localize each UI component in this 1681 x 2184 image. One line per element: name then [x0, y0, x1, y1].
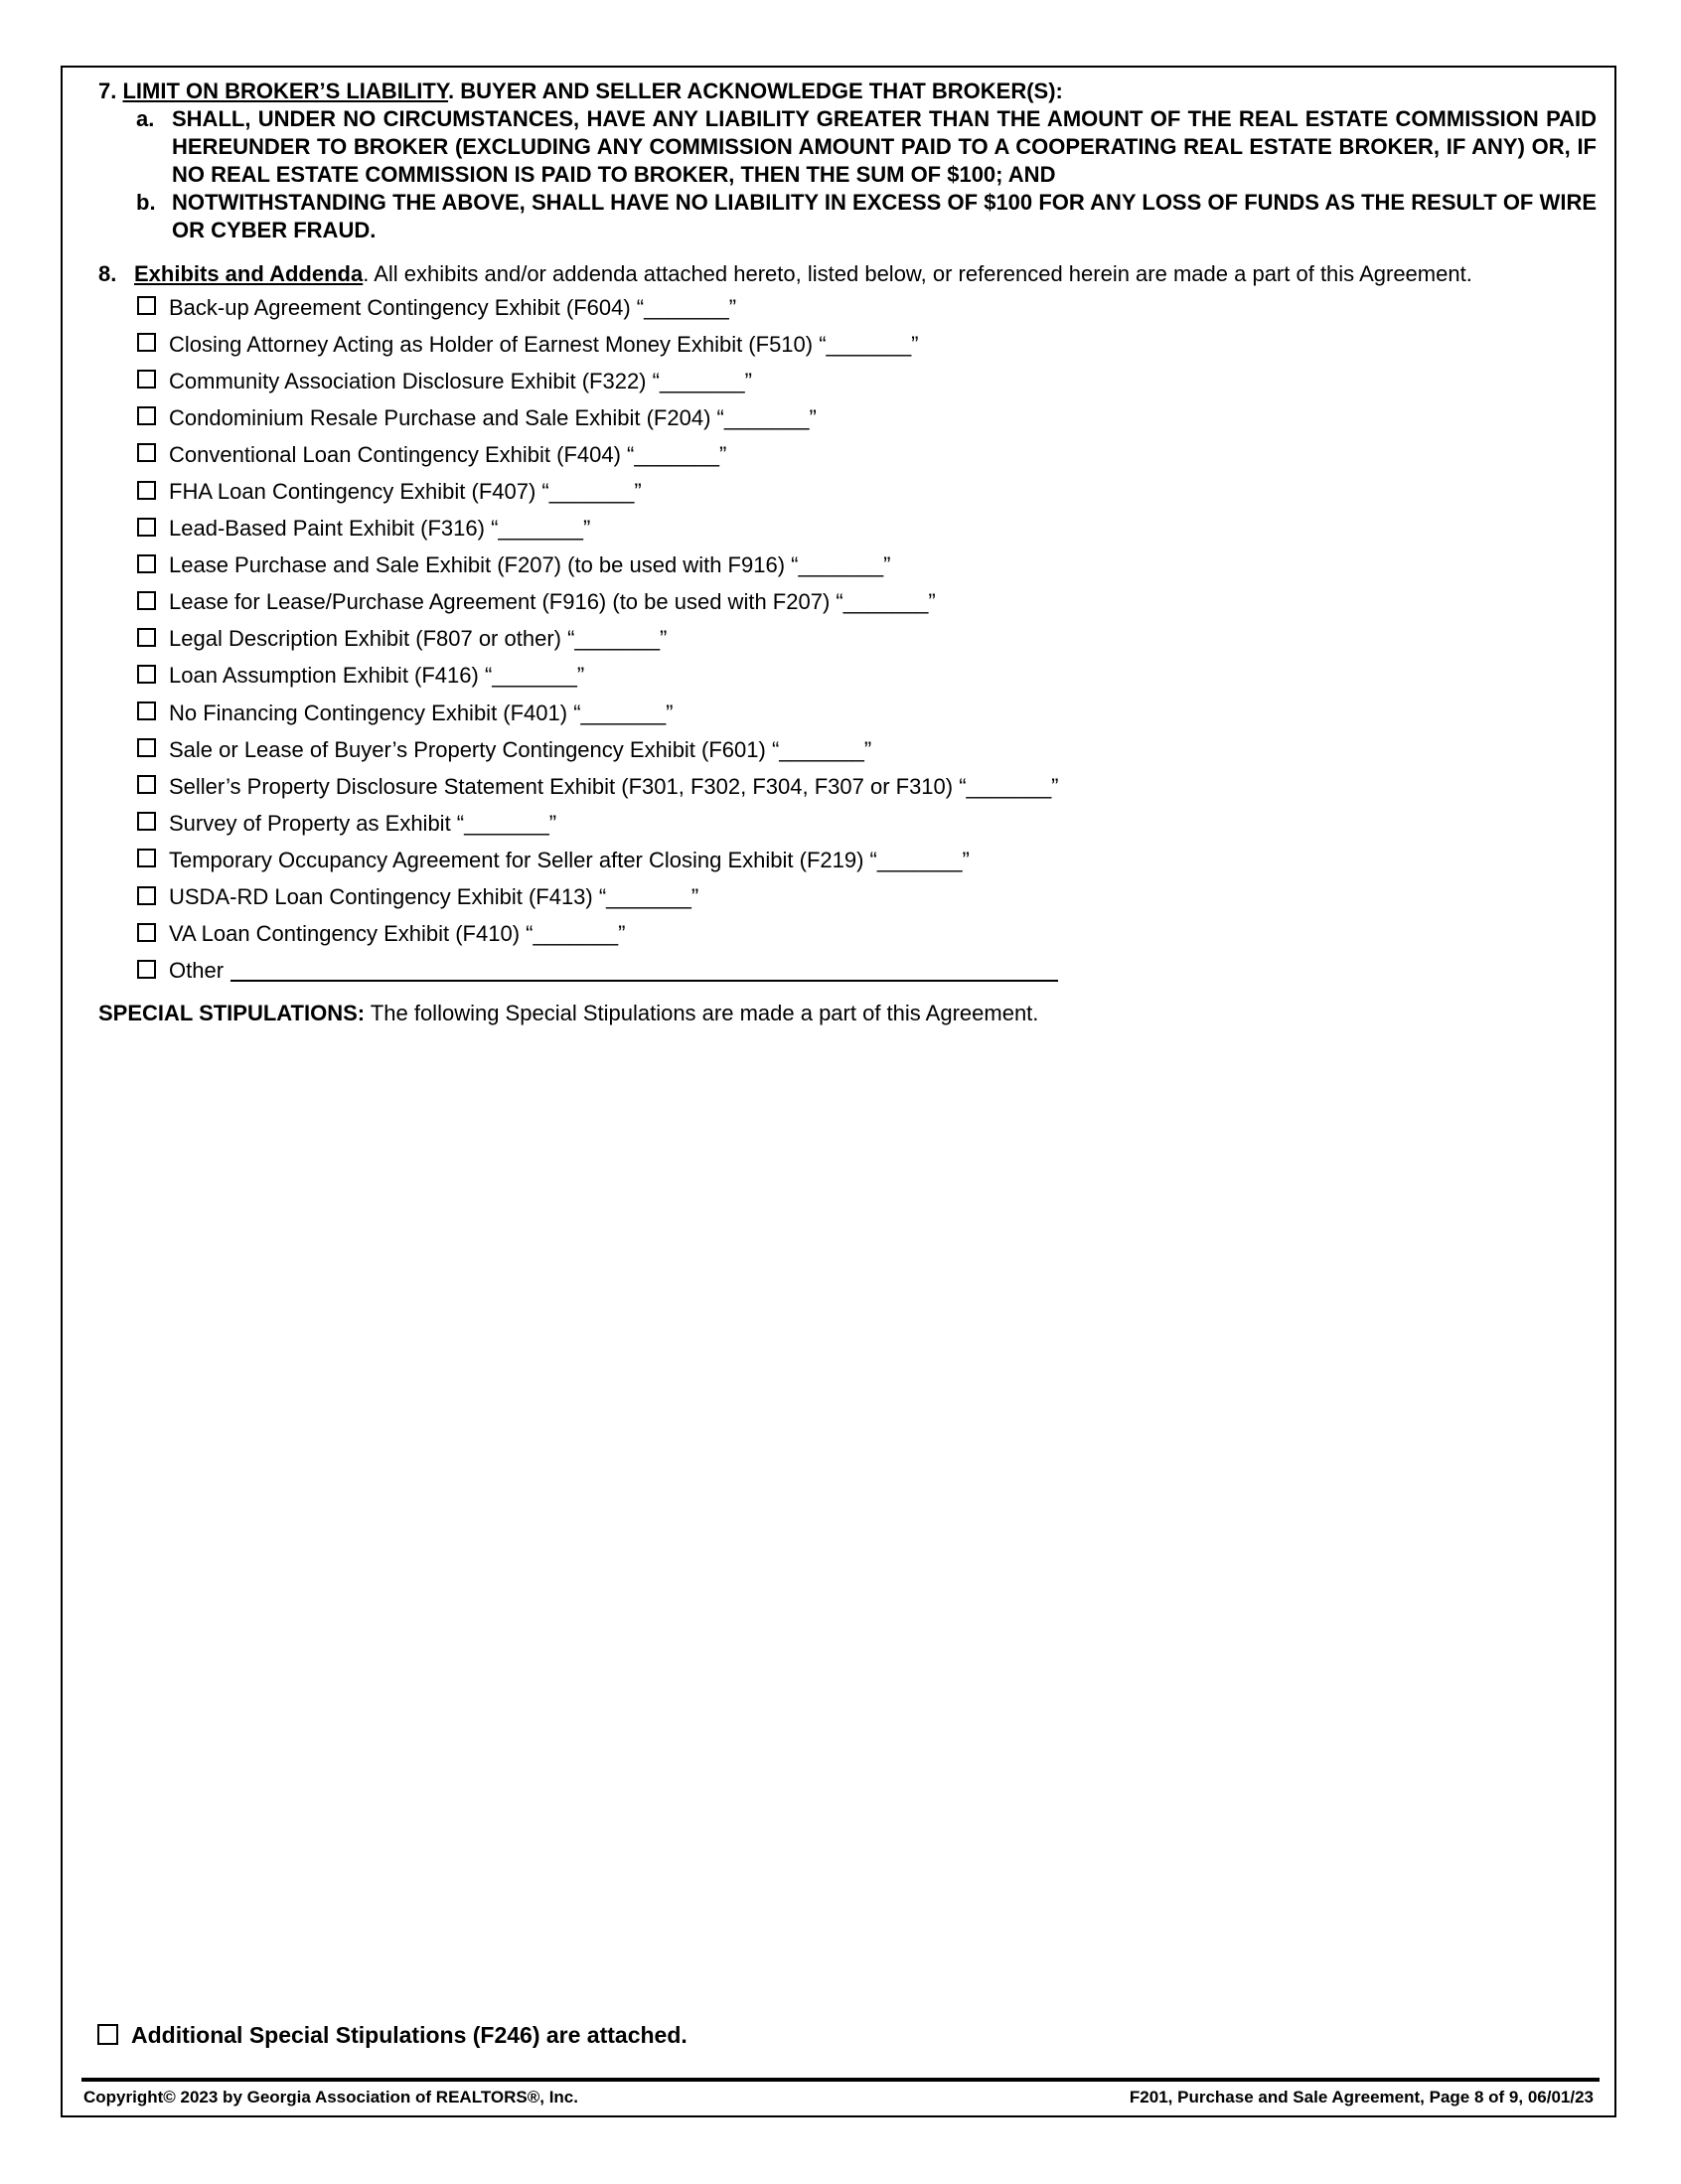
additional-stipulations-checkbox[interactable]	[97, 2024, 118, 2045]
exhibit-item	[137, 399, 1597, 436]
exhibit-label: Conventional Loan Contingency Exhibit (F404) “_______”	[169, 441, 727, 467]
exhibit-item	[137, 621, 1597, 658]
section-8-number: 8.	[98, 261, 117, 286]
section-7-item-a	[98, 105, 1597, 189]
section-8-title: Exhibits and Addenda	[134, 261, 364, 286]
exhibit-item	[137, 916, 1597, 953]
exhibit-checkbox[interactable]	[137, 481, 156, 500]
page-frame	[61, 66, 1616, 2117]
footer-copyright: Copyright© 2023 by Georgia Association of REALTORS®, Inc.	[83, 2088, 578, 2106]
exhibit-checkbox[interactable]	[137, 738, 156, 757]
exhibit-checkbox[interactable]	[137, 702, 156, 720]
exhibit-label: VA Loan Contingency Exhibit (F410) “_______”	[169, 921, 626, 947]
item-text: NOTWITHSTANDING THE ABOVE, SHALL HAVE NO LIABILITY IN EXCESS OF $100 FOR ANY LOSS OF FUNDS AS THE RESULT OF WIRE OR CYBER FRAUD.	[172, 190, 1597, 242]
exhibit-checkbox[interactable]	[137, 554, 156, 573]
exhibit-checkbox[interactable]	[137, 849, 156, 867]
exhibit-label: Temporary Occupancy Agreement for Seller after Closing Exhibit (F219) “_______”	[169, 847, 970, 872]
exhibit-label: Legal Description Exhibit (F807 or other) “_______”	[169, 626, 668, 652]
item-label: b.	[136, 190, 156, 215]
exhibit-label: Condominium Resale Purchase and Sale Exhibit (F204) “_______”	[169, 404, 817, 430]
exhibit-item	[137, 658, 1597, 695]
exhibit-checkbox[interactable]	[137, 775, 156, 794]
other-exhibit-line[interactable]	[230, 960, 1058, 982]
exhibit-item	[137, 473, 1597, 510]
exhibit-checkbox[interactable]	[137, 665, 156, 684]
section-7-item-b	[98, 189, 1597, 244]
exhibit-checkbox[interactable]	[137, 296, 156, 315]
section-8-intro: . All exhibits and/or addenda attached hereto, listed below, or referenced herein are made a part of this Agreement.	[363, 261, 1472, 286]
exhibit-item	[137, 436, 1597, 473]
exhibit-list	[98, 289, 1597, 990]
additional-stipulations-label: Additional Special Stipulations (F246) are attached.	[131, 2022, 688, 2048]
exhibit-item	[137, 768, 1597, 805]
exhibit-label: Sale or Lease of Buyer’s Property Contingency Exhibit (F601) “_______”	[169, 736, 872, 762]
exhibit-checkbox[interactable]	[137, 406, 156, 425]
exhibit-item	[137, 842, 1597, 878]
exhibit-other-label: Other	[169, 958, 225, 984]
page-content	[98, 78, 1597, 1027]
exhibit-checkbox[interactable]	[137, 370, 156, 389]
section-7-number: 7.	[98, 78, 117, 103]
exhibit-item-other	[137, 953, 1597, 990]
exhibit-label: Community Association Disclosure Exhibit (F322) “_______”	[169, 368, 752, 393]
exhibit-checkbox[interactable]	[137, 518, 156, 537]
exhibit-label: Back-up Agreement Contingency Exhibit (F604) “_______”	[169, 294, 737, 320]
exhibit-item	[137, 511, 1597, 547]
section-7-heading	[98, 78, 1597, 105]
section-8-heading	[98, 260, 1597, 288]
exhibit-item	[137, 805, 1597, 842]
footer-rule	[81, 2078, 1600, 2082]
exhibit-item	[137, 695, 1597, 731]
special-stipulations-label: SPECIAL STIPULATIONS:	[98, 1000, 366, 1025]
exhibit-label: Survey of Property as Exhibit “_______”	[169, 810, 557, 836]
exhibit-label: Lease Purchase and Sale Exhibit (F207) (to be used with F916) “_______”	[169, 552, 891, 578]
special-stipulations	[98, 1000, 1597, 1027]
exhibit-label: Seller’s Property Disclosure Statement Exhibit (F301, F302, F304, F307 or F310) “_______”	[169, 773, 1059, 799]
exhibit-checkbox[interactable]	[137, 960, 156, 979]
exhibit-label: No Financing Contingency Exhibit (F401) “_______”	[169, 700, 674, 725]
exhibit-checkbox[interactable]	[137, 443, 156, 462]
exhibit-item	[137, 584, 1597, 621]
exhibit-label: FHA Loan Contingency Exhibit (F407) “_______”	[169, 479, 642, 505]
exhibit-item	[137, 326, 1597, 363]
exhibit-item	[137, 363, 1597, 399]
exhibit-label: Lead-Based Paint Exhibit (F316) “_______”	[169, 516, 591, 542]
exhibit-label: Loan Assumption Exhibit (F416) “_______”	[169, 663, 585, 689]
exhibit-label: Closing Attorney Acting as Holder of Earnest Money Exhibit (F510) “_______”	[169, 331, 919, 357]
exhibit-checkbox[interactable]	[137, 886, 156, 905]
exhibit-label: Lease for Lease/Purchase Agreement (F916) (to be used with F207) “_______”	[169, 589, 936, 615]
exhibit-label: USDA-RD Loan Contingency Exhibit (F413) “_______”	[169, 884, 699, 910]
item-text: SHALL, UNDER NO CIRCUMSTANCES, HAVE ANY LIABILITY GREATER THAN THE AMOUNT OF THE REAL ESTATE COMMISSION PAID HEREUNDER TO BROKER (EXCLUDING ANY COMMISSION AMOUNT PAID TO A COOPERATING REAL ESTATE BROKER, IF ANY) OR, IF NO REAL ESTATE COMMISSION IS PAID TO BROKER, THEN THE SUM OF $100; AND	[172, 106, 1597, 187]
exhibit-checkbox[interactable]	[137, 333, 156, 352]
section-7-intro: . BUYER AND SELLER ACKNOWLEDGE THAT BROKER(S):	[448, 78, 1063, 103]
exhibit-item	[137, 731, 1597, 768]
exhibit-checkbox[interactable]	[137, 923, 156, 942]
special-stipulations-text: The following Special Stipulations are made a part of this Agreement.	[365, 1000, 1039, 1025]
footer-form-id: F201, Purchase and Sale Agreement, Page 8 of 9, 06/01/23	[1129, 2088, 1594, 2106]
exhibit-item	[137, 547, 1597, 584]
item-label: a.	[136, 106, 155, 131]
exhibit-item	[137, 289, 1597, 326]
section-7-title: LIMIT ON BROKER’S LIABILITY	[122, 78, 449, 103]
exhibit-checkbox[interactable]	[137, 812, 156, 831]
exhibit-checkbox[interactable]	[137, 591, 156, 610]
exhibit-checkbox[interactable]	[137, 628, 156, 647]
additional-stipulations	[97, 2022, 688, 2049]
exhibit-item	[137, 879, 1597, 916]
